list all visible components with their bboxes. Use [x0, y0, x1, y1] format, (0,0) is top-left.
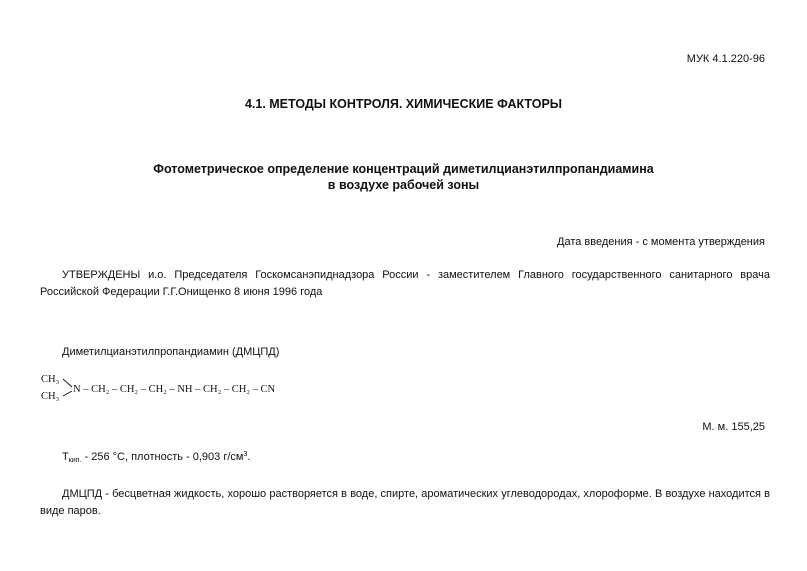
approval-lead: УТВЕРЖДЕНЫ — [62, 269, 141, 281]
document-title-line-2: в воздухе рабочей зоны — [327, 178, 480, 192]
formula-bond-top — [63, 379, 72, 387]
density-unit-superscript: 3 — [243, 451, 248, 458]
formula-methyl-top: CH₃ — [41, 374, 60, 385]
document-code: МУК 4.1.220-96 — [686, 53, 765, 65]
molecular-weight: М. м. 155,25 — [702, 421, 765, 433]
section-title: 4.1. МЕТОДЫ КОНТРОЛЯ. ХИМИЧЕСКИЕ ФАКТОРЫ — [244, 97, 563, 111]
formula-bond-bottom — [63, 391, 72, 396]
document-title — [0, 161, 807, 193]
structural-formula — [40, 372, 300, 406]
substance-description: ДМЦПД - бесцветная жидкость, хорошо растворяется в воде, спирте, ароматических углеводородах, хлороформе. В воздухе находится в виде паров. — [40, 488, 770, 517]
physical-properties — [62, 451, 250, 464]
formula-methyl-bottom: CH₃ — [41, 391, 60, 402]
approval-text: и.о. Председателя Госкомсанэпиднадзора России - заместителем Главного государственного санитарного врача Российской Федерации Г.Г.Онищенко 8 июня 1996 года — [40, 269, 770, 298]
substance-name: Диметилцианэтилпропандиамин (ДМЦПД) — [62, 346, 280, 358]
formula-drawing — [40, 372, 300, 406]
approval-paragraph — [40, 267, 770, 301]
boiling-subscript: кип. — [68, 457, 82, 464]
boiling-symbol: T — [62, 451, 69, 463]
properties-end: . — [247, 451, 251, 463]
formula-chain: N – CH₂ – CH₂ – CH₂ – NH – CH₂ – CH₂ – CN — [73, 384, 276, 395]
introduction-date: Дата введения - с момента утверждения — [557, 236, 765, 248]
properties-text: - 256 °С, плотность - 0,903 г/см — [81, 451, 244, 463]
document-title-line-1: Фотометрическое определение концентраций диметилцианэтилпропандиамина — [153, 162, 654, 176]
